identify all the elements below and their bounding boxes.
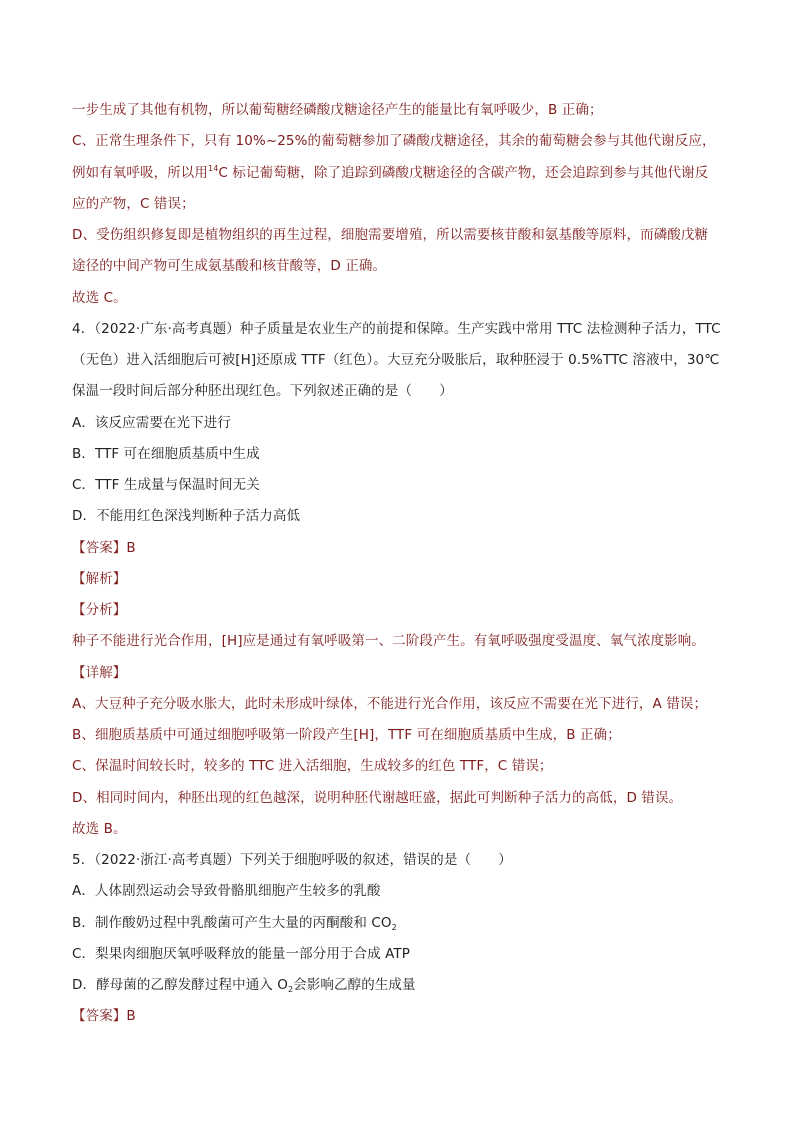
- subscript: 2: [288, 985, 294, 994]
- text: D．酵母菌的乙醇发酵过程中通入 O: [72, 977, 289, 993]
- q4-answer: 【答案】B: [72, 539, 136, 556]
- q4-option-a: A．该反应需要在光下进行: [72, 414, 231, 431]
- q4-stem-line2: （无色）进入活细胞后可被[H]还原成 TTF（红色）。大豆充分吸胀后，取种胚浸于 0.5%TTC 溶液中，30℃: [72, 352, 720, 368]
- q4-stem-line3: 保温一段时间后部分种胚出现红色。下列叙述正确的是（ ）: [72, 383, 453, 400]
- q3-analysis-c-line2: [72, 159, 732, 190]
- q3-analysis-d-line1: D、受伤组织修复即是植物组织的再生过程，细胞需要增殖，所以需要核苷酸和氨基酸等原料，而磷酸戊糖: [72, 227, 709, 243]
- q4-jiexi-heading: 【解析】: [72, 570, 127, 587]
- q4-detail-a: A、大豆种子充分吸水胀大，此时未形成叶绿体，不能进行光合作用，该反应不需要在光下进行，A 错误；: [72, 695, 708, 712]
- q4-option-c: C．TTF 生成量与保温时间无关: [72, 477, 260, 493]
- q4-detail-d: D、相同时间内，种胚出现的红色越深，说明种胚代谢越旺盛，据此可判断种子活力的高低，D 错误。: [72, 789, 683, 806]
- q5-answer: 【答案】B: [72, 1008, 136, 1025]
- q5-option-a: A．人体剧烈运动会导致骨骼肌细胞产生较多的乳酸: [72, 883, 381, 900]
- q4-fenxi-text: 种子不能进行光合作用，[H]应是通过有氧呼吸第一、二阶段产生。有氧呼吸强度受温度、氧气浓度影响。: [72, 633, 705, 650]
- q3-conclusion: 故选 C。: [72, 289, 127, 306]
- q4-detail-b: B、细胞质基质中可通过细胞呼吸第一阶段产生[H]，TTF 可在细胞质基质中生成，B 正确；: [72, 727, 621, 743]
- text: C 标记葡萄糖，除了追踪到磷酸戊糖途径的含碳产物，还会追踪到参与其他代谢反: [218, 164, 709, 181]
- document-page: [72, 96, 732, 1034]
- q4-fenxi-heading: 【分析】: [72, 602, 127, 618]
- q5-option-d: [72, 971, 732, 1002]
- q4-detail-c: C、保温时间较长时，较多的 TTC 进入活细胞，生成较多的红色 TTF，C 错误；: [72, 758, 553, 775]
- q5-option-b: [72, 909, 732, 940]
- superscript: 14: [208, 163, 219, 173]
- q5-option-c: C．梨果肉细胞厌氧呼吸释放的能量一部分用于合成 ATP: [72, 945, 410, 962]
- q3-analysis-b-end: 一步生成了其他有机物，所以葡萄糖经磷酸戊糖途径产生的能量比有氧呼吸少，B 正确；: [72, 102, 603, 118]
- text: 例如有氧呼吸，所以用: [72, 164, 208, 181]
- q3-analysis-d-line2: 途径的中间产物可生成氨基酸和核苷酸等，D 正确。: [72, 258, 387, 275]
- q3-analysis-c-line3: 应的产物，C 错误；: [72, 195, 195, 212]
- q4-option-b: B．TTF 可在细胞质基质中生成: [72, 445, 260, 462]
- text: 会影响乙醇的生成量: [293, 977, 416, 993]
- subscript: 2: [391, 922, 397, 932]
- q4-option-d: D．不能用红色深浅判断种子活力高低: [72, 508, 301, 525]
- q3-analysis-c-line1: C、正常生理条件下，只有 10%~25%的葡萄糖参加了磷酸戊糖途径，其余的葡萄糖会参与其他代谢反应，: [72, 133, 716, 150]
- q4-xiangjie-heading: 【详解】: [72, 664, 127, 681]
- q4-stem-line1: 4．（2022·广东·高考真题）种子质量是农业生产的前提和保障。生产实践中常用 TTC 法检测种子活力，TTC: [72, 320, 721, 337]
- text: B．制作酸奶过程中乳酸菌可产生大量的丙酮酸和 CO: [72, 914, 392, 931]
- q4-conclusion: 故选 B。: [72, 820, 127, 837]
- q5-stem: 5．（2022·浙江·高考真题）下列关于细胞呼吸的叙述，错误的是（ ）: [72, 852, 512, 868]
